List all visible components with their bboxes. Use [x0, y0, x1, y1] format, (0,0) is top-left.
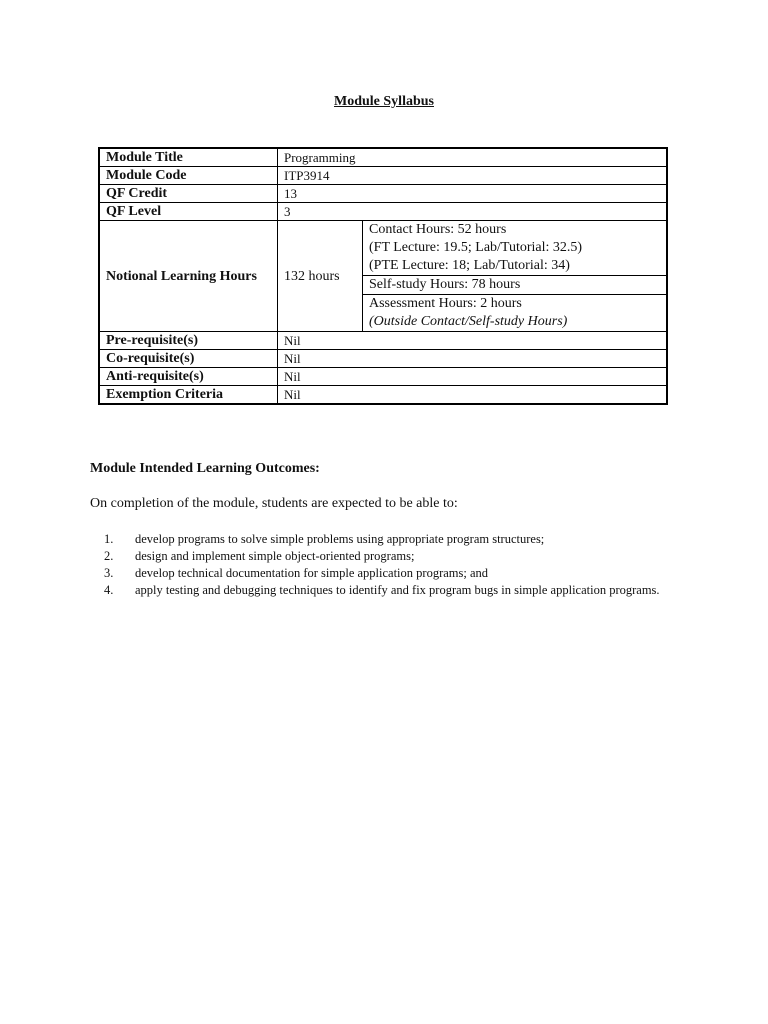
table-row: [99, 185, 667, 203]
row-label-notional-hours: Notional Learning Hours: [99, 221, 278, 332]
list-item: [90, 565, 677, 582]
notional-hours-total: 132 hours: [278, 221, 363, 332]
row-value-exemption-criteria: Nil: [278, 386, 668, 405]
list-item-text: develop programs to solve simple problems using appropriate program structures;: [135, 532, 545, 546]
list-item-text: apply testing and debugging techniques to identify and fix program bugs in simple application programs.: [135, 583, 660, 597]
assessment-hours-cell: [363, 295, 668, 332]
row-value-pre-requisites: Nil: [278, 332, 668, 350]
assessment-hours-text: Assessment Hours: 2 hours: [369, 296, 522, 311]
table-row: [99, 350, 667, 368]
list-item: [90, 531, 677, 548]
row-value-qf-credit: 13: [278, 185, 668, 203]
table-row: [99, 167, 667, 185]
row-label-module-title: Module Title: [99, 148, 278, 167]
row-value-module-code: ITP3914: [278, 167, 668, 185]
table-row: [99, 203, 667, 221]
outcomes-intro: On completion of the module, students are expected to be able to:: [90, 496, 458, 511]
outcomes-list: [90, 531, 677, 599]
table-row: [99, 332, 667, 350]
table-row: [99, 368, 667, 386]
list-item-number: 1.: [104, 532, 114, 546]
row-label-qf-credit: QF Credit: [99, 185, 278, 203]
module-info-table: [98, 147, 668, 405]
row-value-module-title: Programming: [278, 148, 668, 167]
row-label-module-code: Module Code: [99, 167, 278, 185]
contact-hours-ft-text: (FT Lecture: 19.5; Lab/Tutorial: 32.5): [369, 240, 583, 255]
self-study-cell: [363, 276, 668, 295]
list-item-number: 3.: [104, 566, 114, 580]
row-label-qf-level: QF Level: [99, 203, 278, 221]
row-value-co-requisites: Nil: [278, 350, 668, 368]
assessment-hours-note: (Outside Contact/Self-study Hours): [369, 314, 568, 329]
row-label-anti-requisites: Anti-requisite(s): [99, 368, 278, 386]
contact-hours-text: Contact Hours: 52 hours: [369, 222, 507, 237]
self-study-text: Self-study Hours: 78 hours: [369, 277, 521, 292]
table-row: [99, 148, 667, 167]
contact-hours-pte-text: (PTE Lecture: 18; Lab/Tutorial: 34): [369, 258, 570, 273]
table-row: [99, 386, 667, 405]
row-label-exemption-criteria: Exemption Criteria: [99, 386, 278, 405]
row-value-qf-level: 3: [278, 203, 668, 221]
row-label-co-requisites: Co-requisite(s): [99, 350, 278, 368]
list-item-number: 4.: [104, 583, 114, 597]
list-item-text: develop technical documentation for simple application programs; and: [135, 566, 489, 580]
list-item-text: design and implement simple object-oriented programs;: [135, 549, 415, 563]
outcomes-heading: Module Intended Learning Outcomes:: [90, 461, 320, 476]
page-title: Module Syllabus: [334, 94, 434, 109]
table-row: [99, 221, 667, 276]
list-item: [90, 582, 677, 599]
list-item: [90, 548, 677, 565]
contact-hours-cell: [363, 221, 668, 276]
row-value-anti-requisites: Nil: [278, 368, 668, 386]
row-label-pre-requisites: Pre-requisite(s): [99, 332, 278, 350]
list-item-number: 2.: [104, 549, 114, 563]
